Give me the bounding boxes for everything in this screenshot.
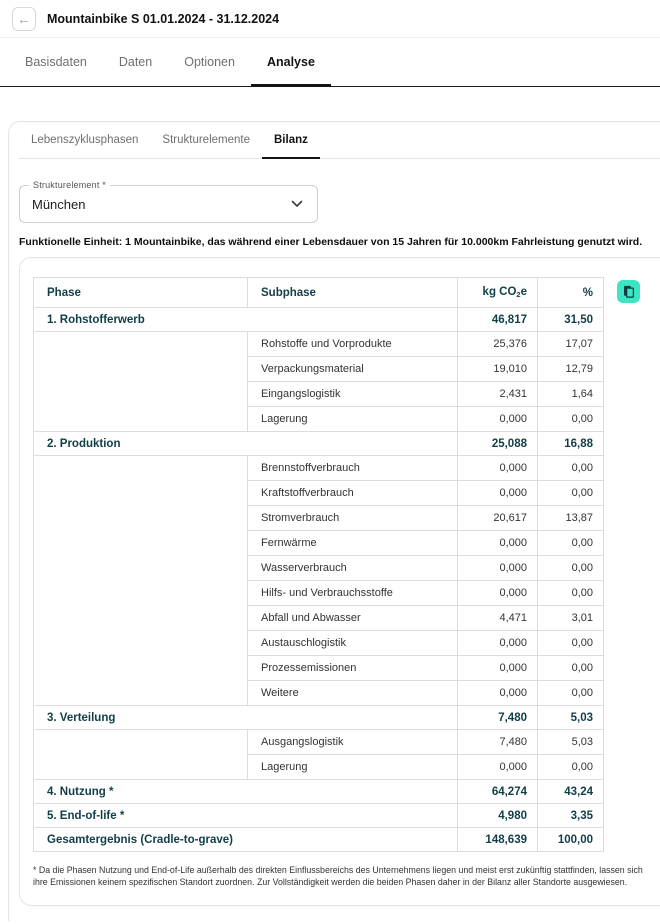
subphase-co2-value: 4,471 bbox=[458, 606, 538, 631]
subtab-lebenszyklusphasen[interactable] bbox=[19, 122, 150, 158]
subphase-percent-value: 0,00 bbox=[538, 631, 604, 656]
analysis-panel bbox=[8, 121, 660, 921]
subphase-co2-value: 0,000 bbox=[458, 531, 538, 556]
table-phase-row bbox=[34, 804, 604, 828]
page-header bbox=[0, 0, 660, 38]
phase-name: 4. Nutzung * bbox=[34, 780, 458, 804]
subphase-percent-value: 13,87 bbox=[538, 506, 604, 531]
co2-subscript: 2 bbox=[516, 290, 521, 299]
tab-label: Optionen bbox=[184, 55, 235, 69]
phase-percent-value: 31,50 bbox=[538, 308, 604, 332]
phase-name: Gesamtergebnis (Cradle-to-grave) bbox=[34, 828, 458, 852]
subphase-name: Brennstoffverbrauch bbox=[248, 456, 458, 481]
subtab-strukturelemente[interactable] bbox=[150, 122, 262, 158]
phase-co2-value: 4,980 bbox=[458, 804, 538, 828]
phase-co2-value: 7,480 bbox=[458, 706, 538, 730]
subphase-co2-value: 0,000 bbox=[458, 407, 538, 432]
phase-spacer-cell bbox=[34, 730, 248, 780]
table-phase-row bbox=[34, 780, 604, 804]
subphase-percent-value: 0,00 bbox=[538, 556, 604, 581]
subphase-name: Hilfs- und Verbrauchsstoffe bbox=[248, 581, 458, 606]
balance-card bbox=[19, 257, 660, 906]
subphase-name: Verpackungsmaterial bbox=[248, 357, 458, 382]
subphase-name: Prozessemissionen bbox=[248, 656, 458, 681]
select-label: Strukturelement * bbox=[29, 180, 110, 190]
subphase-co2-value: 0,000 bbox=[458, 755, 538, 780]
subphase-co2-value: 0,000 bbox=[458, 656, 538, 681]
subphase-co2-value: 7,480 bbox=[458, 730, 538, 755]
subphase-name: Austauschlogistik bbox=[248, 631, 458, 656]
subphase-name: Stromverbrauch bbox=[248, 506, 458, 531]
subphase-co2-value: 19,010 bbox=[458, 357, 538, 382]
table-total-row bbox=[34, 828, 604, 852]
subphase-percent-value: 0,00 bbox=[538, 755, 604, 780]
footnote-text: * Da die Phasen Nutzung und End-of-Life außerhalb des direkten Einflussbereichs des Unternehmens liegen und meist erst zukünftig stattfinden, lassen sich ihre Emissionen keinem spezifischen Standort zuordnen. Zur Vollständigkeit werden die beiden Phasen daher in der Bilanz aller Standorte ausgewiesen. bbox=[33, 865, 643, 888]
tab-label: Basisdaten bbox=[25, 55, 87, 69]
table-phase-row bbox=[34, 706, 604, 730]
balance-table-body bbox=[34, 308, 604, 852]
subphase-name: Lagerung bbox=[248, 407, 458, 432]
phase-spacer-cell bbox=[34, 332, 248, 432]
subphase-percent-value: 0,00 bbox=[538, 656, 604, 681]
subtab-label: Lebenszyklusphasen bbox=[31, 134, 139, 146]
phase-name: 1. Rohstofferwerb bbox=[34, 308, 458, 332]
phase-percent-value: 100,00 bbox=[538, 828, 604, 852]
phase-percent-value: 43,24 bbox=[538, 780, 604, 804]
phase-percent-value: 16,88 bbox=[538, 432, 604, 456]
back-arrow-icon: ← bbox=[17, 10, 31, 27]
table-phase-row bbox=[34, 432, 604, 456]
subphase-co2-value: 0,000 bbox=[458, 581, 538, 606]
chevron-down-icon bbox=[291, 200, 303, 208]
subphase-co2-value: 0,000 bbox=[458, 681, 538, 706]
subphase-percent-value: 0,00 bbox=[538, 456, 604, 481]
subphase-percent-value: 5,03 bbox=[538, 730, 604, 755]
balance-table bbox=[33, 277, 604, 852]
copy-icon bbox=[621, 284, 636, 299]
phase-percent-value: 5,03 bbox=[538, 706, 604, 730]
subphase-name: Abfall und Abwasser bbox=[248, 606, 458, 631]
tab-optionen[interactable] bbox=[168, 38, 251, 86]
main-tabs bbox=[0, 38, 660, 87]
col-header-phase: Phase bbox=[34, 278, 248, 308]
subphase-name: Ausgangslogistik bbox=[248, 730, 458, 755]
select-value: München bbox=[32, 196, 86, 212]
phase-name: 2. Produktion bbox=[34, 432, 458, 456]
subphase-percent-value: 17,07 bbox=[538, 332, 604, 357]
table-header-row bbox=[34, 278, 604, 308]
subphase-percent-value: 1,64 bbox=[538, 382, 604, 407]
subphase-name: Eingangslogistik bbox=[248, 382, 458, 407]
subphase-name: Fernwärme bbox=[248, 531, 458, 556]
analysis-sub-tabs bbox=[19, 122, 660, 159]
subphase-name: Lagerung bbox=[248, 755, 458, 780]
subphase-percent-value: 0,00 bbox=[538, 481, 604, 506]
tab-basisdaten[interactable] bbox=[9, 38, 103, 86]
subphase-percent-value: 0,00 bbox=[538, 581, 604, 606]
subphase-name: Kraftstoffverbrauch bbox=[248, 481, 458, 506]
table-subphase-row bbox=[34, 730, 604, 755]
strukturelement-select[interactable] bbox=[19, 180, 318, 223]
subphase-percent-value: 0,00 bbox=[538, 531, 604, 556]
phase-co2-value: 25,088 bbox=[458, 432, 538, 456]
subphase-percent-value: 0,00 bbox=[538, 681, 604, 706]
tab-analyse[interactable] bbox=[251, 38, 331, 86]
col-header-subphase: Subphase bbox=[248, 278, 458, 308]
subphase-percent-value: 3,01 bbox=[538, 606, 604, 631]
subphase-co2-value: 20,617 bbox=[458, 506, 538, 531]
co2-unit-suffix: e bbox=[520, 286, 527, 298]
table-subphase-row bbox=[34, 456, 604, 481]
subphase-co2-value: 25,376 bbox=[458, 332, 538, 357]
subphase-co2-value: 0,000 bbox=[458, 456, 538, 481]
subtab-label: Bilanz bbox=[274, 134, 308, 146]
phase-co2-value: 148,639 bbox=[458, 828, 538, 852]
table-phase-row bbox=[34, 308, 604, 332]
phase-co2-value: 46,817 bbox=[458, 308, 538, 332]
phase-name: 5. End-of-life * bbox=[34, 804, 458, 828]
subphase-co2-value: 0,000 bbox=[458, 631, 538, 656]
table-subphase-row bbox=[34, 332, 604, 357]
subphase-name: Rohstoffe und Vorprodukte bbox=[248, 332, 458, 357]
subphase-percent-value: 0,00 bbox=[538, 407, 604, 432]
phase-percent-value: 3,35 bbox=[538, 804, 604, 828]
subphase-co2-value: 0,000 bbox=[458, 481, 538, 506]
subtab-bilanz[interactable] bbox=[262, 122, 320, 158]
col-header-co2 bbox=[458, 278, 538, 308]
phase-spacer-cell bbox=[34, 456, 248, 706]
subphase-percent-value: 12,79 bbox=[538, 357, 604, 382]
subphase-name: Weitere bbox=[248, 681, 458, 706]
subtab-label: Strukturelemente bbox=[162, 134, 250, 146]
subphase-co2-value: 2,431 bbox=[458, 382, 538, 407]
subphase-co2-value: 0,000 bbox=[458, 556, 538, 581]
functional-unit-text: Funktionelle Einheit: 1 Mountainbike, das während einer Lebensdauer von 15 Jahren für 10.000km Fahrleistung genutzt wird. bbox=[19, 236, 643, 248]
subphase-name: Wasserverbrauch bbox=[248, 556, 458, 581]
tab-daten[interactable] bbox=[103, 38, 168, 86]
col-header-percent: % bbox=[538, 278, 604, 308]
copy-button[interactable] bbox=[617, 280, 640, 303]
page-title: Mountainbike S 01.01.2024 - 31.12.2024 bbox=[47, 11, 280, 26]
tab-label: Daten bbox=[118, 55, 153, 69]
co2-unit-text: kg CO bbox=[482, 286, 517, 298]
phase-co2-value: 64,274 bbox=[458, 780, 538, 804]
back-button[interactable] bbox=[12, 7, 36, 31]
tab-label: Analyse bbox=[266, 55, 315, 69]
phase-name: 3. Verteilung bbox=[34, 706, 458, 730]
table-wrap bbox=[33, 277, 660, 852]
